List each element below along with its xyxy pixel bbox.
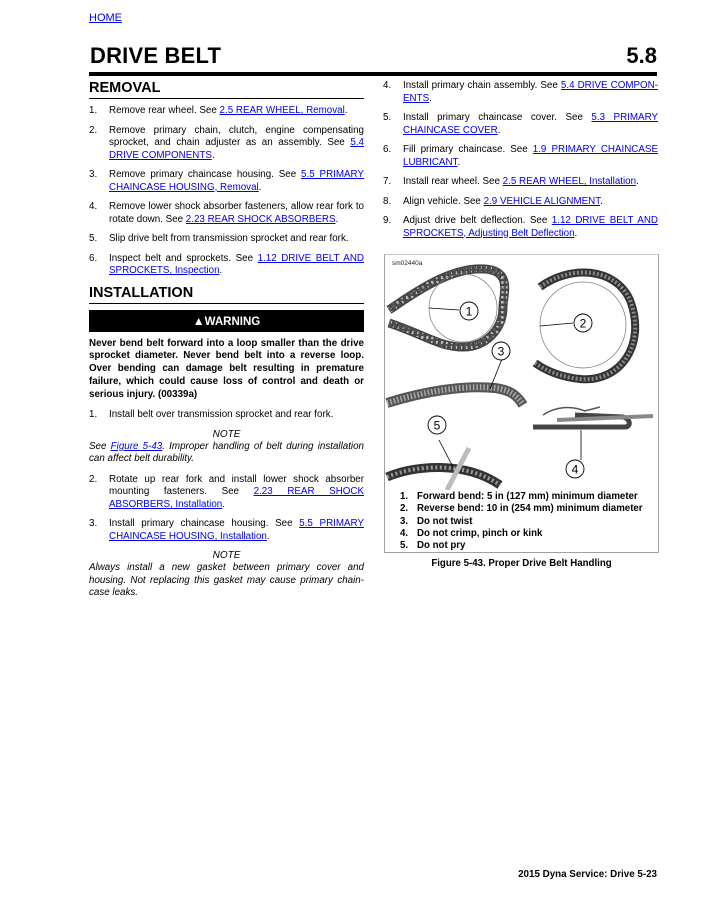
removal-step xyxy=(89,169,364,194)
crimped-belt xyxy=(533,407,653,460)
step-punct: . xyxy=(636,176,639,187)
removal-steps xyxy=(89,105,364,278)
right-column xyxy=(383,80,658,247)
installation-step xyxy=(89,409,364,422)
step-text: Align vehicle. See xyxy=(403,195,484,207)
step-punct: . xyxy=(344,105,348,116)
ref-link-rear-wheel-removal[interactable]: 2.5 REAR WHEEL, Removal xyxy=(219,105,345,116)
figure-caption: Figure 5-43. Proper Drive Belt Handling xyxy=(431,558,612,569)
legend-number: 3. xyxy=(400,515,409,527)
legend-number: 4. xyxy=(400,527,409,539)
warning-banner xyxy=(89,310,364,332)
step-punct: . xyxy=(266,530,270,542)
step-number: 1. xyxy=(89,409,98,421)
warning-label: WARNING xyxy=(204,315,261,328)
ref-link-chaincase-cover[interactable]: 5.3 PRIMARY CHAINCASE COVER xyxy=(403,112,658,136)
belt-illustration xyxy=(385,255,658,490)
pried-belt xyxy=(387,440,500,490)
step-text: Remove primary chain, clutch, engine compensating sprocket, and chain adjuster as an assembly. See xyxy=(109,124,364,148)
step-text: Install primary chaincase housing. See xyxy=(109,518,300,530)
step-punct: . xyxy=(429,92,432,104)
callout-5 xyxy=(428,416,446,434)
installation-step xyxy=(383,112,658,137)
step-number: 6. xyxy=(89,252,98,264)
step-text: Install belt over transmission sprocket and rear fork. xyxy=(109,409,334,421)
step-text: Remove lower shock absorber fasteners, allow rear fork to rotate down. See xyxy=(109,201,364,225)
legend-item xyxy=(400,528,643,540)
svg-text:4: 4 xyxy=(571,462,579,477)
svg-text:1: 1 xyxy=(465,304,473,319)
step-text: Install rear wheel. See xyxy=(403,176,503,187)
installation-step xyxy=(383,176,658,189)
step-punct: . xyxy=(600,195,603,207)
step-punct: . xyxy=(258,181,262,193)
step-number: 7. xyxy=(383,176,392,187)
removal-step xyxy=(89,125,364,163)
left-column xyxy=(89,80,364,608)
warning-triangle-icon: ▲ xyxy=(192,313,205,328)
step-text: Remove primary chaincase housing. See xyxy=(109,169,302,180)
step-text: Remove rear wheel. See xyxy=(109,105,220,116)
title-rule xyxy=(89,72,657,76)
note-heading: NOTE xyxy=(212,550,241,562)
ref-link-belt-inspection[interactable]: 1.12 DRIVE BELT AND SPROCKETS, Inspection xyxy=(109,252,364,276)
step-number: 2. xyxy=(89,473,98,485)
installation-step xyxy=(89,474,364,512)
step-punct: . xyxy=(574,227,578,239)
step-number: 4. xyxy=(383,80,392,91)
legend-number: 1. xyxy=(400,491,409,502)
removal-heading: REMOVAL xyxy=(89,80,364,99)
installation-step xyxy=(383,144,658,169)
note-text xyxy=(89,441,364,466)
step-punct: . xyxy=(457,156,461,168)
step-punct: . xyxy=(335,213,339,225)
step-number: 5. xyxy=(89,233,98,244)
step-text: Inspect belt and sprockets. See xyxy=(109,252,258,264)
step-number: 5. xyxy=(383,112,392,123)
removal-step xyxy=(89,201,364,226)
ref-link-shock-installation[interactable]: 2.23 REAR SHOCK ABSORBERS, Installation xyxy=(109,486,364,510)
step-punct: . xyxy=(211,149,215,161)
step-text: Slip drive belt from transmission sprocket and rear fork. xyxy=(109,233,349,244)
section-number: 5.8 xyxy=(626,43,657,68)
step-number: 9. xyxy=(383,215,392,226)
callout-2 xyxy=(574,314,592,332)
forward-bend-belt xyxy=(389,269,505,347)
warning-text: Never bend belt forward into a loop smaller than the drive sprocket diameter. Never bend belt into a reverse loop. Over bending can damage belt resulting in premature failure, which could cause loss of control and death or serious injury. (00339a) xyxy=(89,337,364,400)
svg-text:5: 5 xyxy=(433,418,441,433)
step-punct: . xyxy=(222,498,225,510)
legend-item xyxy=(400,491,643,503)
legend-text: Do not pry xyxy=(417,540,466,552)
callout-4 xyxy=(566,460,584,478)
step-number: 8. xyxy=(383,195,392,207)
installation-step xyxy=(383,196,658,209)
svg-text:3: 3 xyxy=(497,344,505,359)
legend-item xyxy=(400,516,643,528)
legend-number: 2. xyxy=(400,503,409,515)
callout-1 xyxy=(460,302,478,320)
ref-link-drive-components[interactable]: 5.4 DRIVE COMPON-ENTS xyxy=(403,80,658,104)
note-text: Always install a new gasket between primary cover and housing. Not replacing this gasket may cause primary chain-case leaks. xyxy=(89,562,364,599)
ref-link-belt-deflection[interactable]: 1.12 DRIVE BELT AND SPROCKETS, Adjusting Belt Deflection xyxy=(403,215,658,239)
removal-step xyxy=(89,105,364,118)
removal-step xyxy=(89,233,364,246)
ref-link-chaincase-housing-installation[interactable]: 5.5 PRIMARY CHAINCASE HOUSING, Installation xyxy=(109,518,364,542)
removal-step xyxy=(89,253,364,278)
step-number: 2. xyxy=(89,124,98,136)
page-footer: 2015 Dyna Service: Drive 5-23 xyxy=(518,869,657,880)
figure-drive-belt-handling xyxy=(384,254,659,553)
step-number: 6. xyxy=(383,144,392,155)
note-heading: NOTE xyxy=(212,428,241,440)
installation-step xyxy=(383,80,658,105)
ref-link-drive-components[interactable]: 5.4 DRIVE COMPONENTS xyxy=(109,137,364,161)
twisted-belt xyxy=(387,359,523,405)
legend-item xyxy=(400,540,643,552)
legend-item xyxy=(400,503,643,515)
ref-link-vehicle-alignment[interactable]: 2.9 VEHICLE ALIGNMENT xyxy=(483,195,601,207)
callout-3 xyxy=(492,342,510,360)
step-text: Install primary chain assembly. See xyxy=(403,80,561,91)
note-text-before: See xyxy=(89,440,111,452)
step-text: Adjust drive belt deflection. See xyxy=(403,215,552,226)
home-link[interactable]: HOME xyxy=(89,12,122,24)
legend-text: Forward bend: 5 in (127 mm) minimum diameter xyxy=(417,491,638,502)
ref-link-rear-wheel-installation[interactable]: 2.5 REAR WHEEL, Installation xyxy=(502,176,637,187)
step-punct: . xyxy=(219,265,223,276)
ref-link-chaincase-lubricant[interactable]: 1.9 PRIMARY CHAINCASE LUBRICANT xyxy=(403,144,658,168)
installation-step xyxy=(383,215,658,240)
step-number: 3. xyxy=(89,518,98,530)
svg-text:2: 2 xyxy=(579,316,587,331)
page-title: DRIVE BELT xyxy=(90,43,222,68)
figure-legend xyxy=(400,491,643,552)
step-number: 3. xyxy=(89,169,98,180)
step-text: Fill primary chaincase. See xyxy=(403,144,533,155)
ref-link-chaincase-housing-removal[interactable]: 5.5 PRIMARY CHAINCASE HOUSING, Removal xyxy=(109,169,364,193)
figure-id: sm02440a xyxy=(392,260,423,267)
legend-number: 5. xyxy=(400,540,409,552)
step-punct: . xyxy=(497,124,501,136)
legend-text: Do not crimp, pinch or kink xyxy=(417,527,543,539)
step-text: Install primary chaincase cover. See xyxy=(403,112,592,123)
legend-text: Do not twist xyxy=(417,515,473,527)
installation-heading: INSTALLATION xyxy=(89,285,364,304)
step-number: 4. xyxy=(89,201,98,212)
installation-step xyxy=(89,518,364,543)
figure-link[interactable]: Figure 5-43 xyxy=(110,440,163,452)
step-text: Rotate up rear fork and install lower shock absorber mounting fasteners. See xyxy=(109,473,364,498)
legend-text: Reverse bend: 10 in (254 mm) minimum diameter xyxy=(417,503,643,515)
ref-link-rear-shock-absorbers[interactable]: 2.23 REAR SHOCK ABSORBERS xyxy=(185,213,336,225)
note-text-after: . Improper handling of belt during installation can affect belt durability. xyxy=(89,440,364,465)
step-number: 1. xyxy=(89,105,98,116)
